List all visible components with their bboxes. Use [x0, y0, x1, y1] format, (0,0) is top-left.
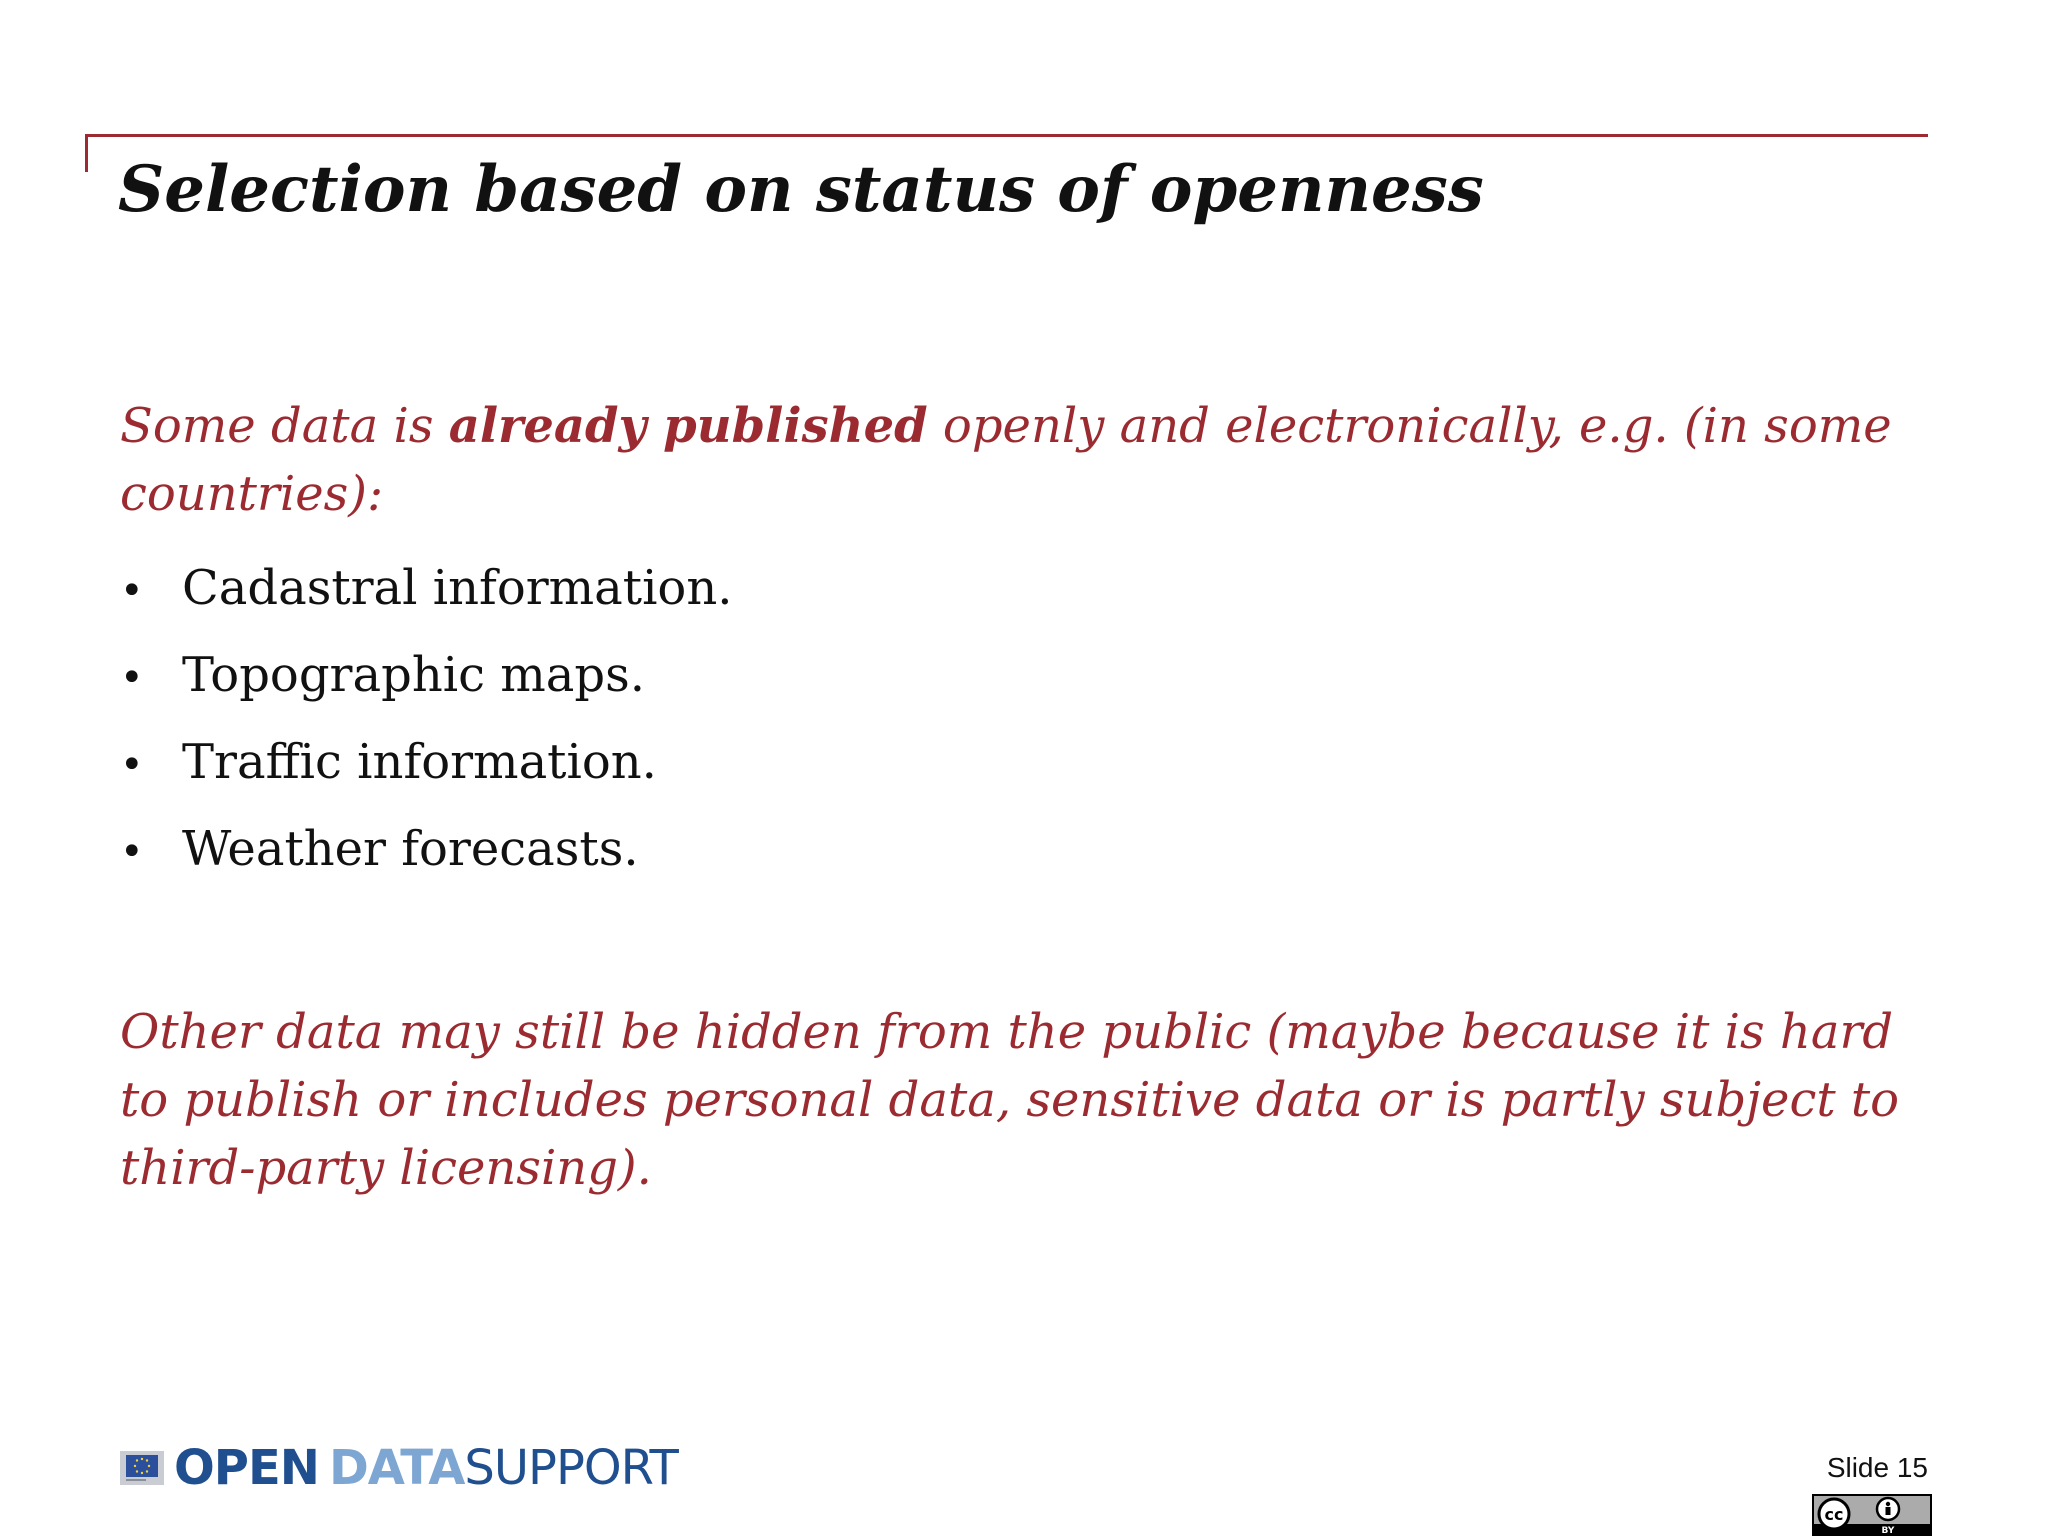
- logo-word-data: DATA: [328, 1440, 465, 1496]
- intro-paragraph: [120, 392, 1900, 528]
- slide-number: Slide 15: [1826, 1452, 1928, 1483]
- intro-text-after: openly and electronically, e.g. (in some countries):: [120, 398, 1892, 522]
- list-item-text: Weather forecasts.: [182, 821, 639, 877]
- by-label: BY: [1881, 1526, 1895, 1536]
- list-item-text: Topographic maps.: [182, 647, 645, 703]
- title-rule-vertical: [85, 134, 88, 172]
- bullet-icon: •: [120, 655, 144, 701]
- title-rule-horizontal: [85, 134, 1928, 137]
- intro-text-before: Some data is: [120, 398, 449, 454]
- list-item: [120, 815, 733, 883]
- logo-wordmark: [174, 1440, 678, 1496]
- list-item: [120, 554, 733, 622]
- open-data-support-logo: [120, 1438, 678, 1498]
- outro-paragraph: Other data may still be hidden from the public (maybe because it is hard to publish or includes personal data, sensitive data or is partly subject to third-party licensing).: [120, 1004, 1900, 1196]
- bullet-icon: •: [120, 829, 144, 875]
- list-item-text: Traffic information.: [182, 734, 657, 790]
- list-item-text: Cadastral information.: [182, 560, 733, 616]
- eu-flag-icon: [120, 1451, 164, 1485]
- list-item: [120, 728, 733, 796]
- bullet-icon: •: [120, 742, 144, 788]
- slide-title: Selection based on status of openness: [118, 152, 1484, 227]
- cc-label: cc: [1824, 1505, 1844, 1524]
- bullet-icon: •: [120, 568, 144, 614]
- logo-word-support: SUPPORT: [464, 1440, 678, 1496]
- intro-emphasis: already published: [448, 398, 928, 454]
- logo-word-open: OPEN: [174, 1440, 319, 1496]
- creative-commons-by-icon: [1812, 1494, 1932, 1536]
- bullet-list: [120, 554, 733, 902]
- list-item: [120, 641, 733, 709]
